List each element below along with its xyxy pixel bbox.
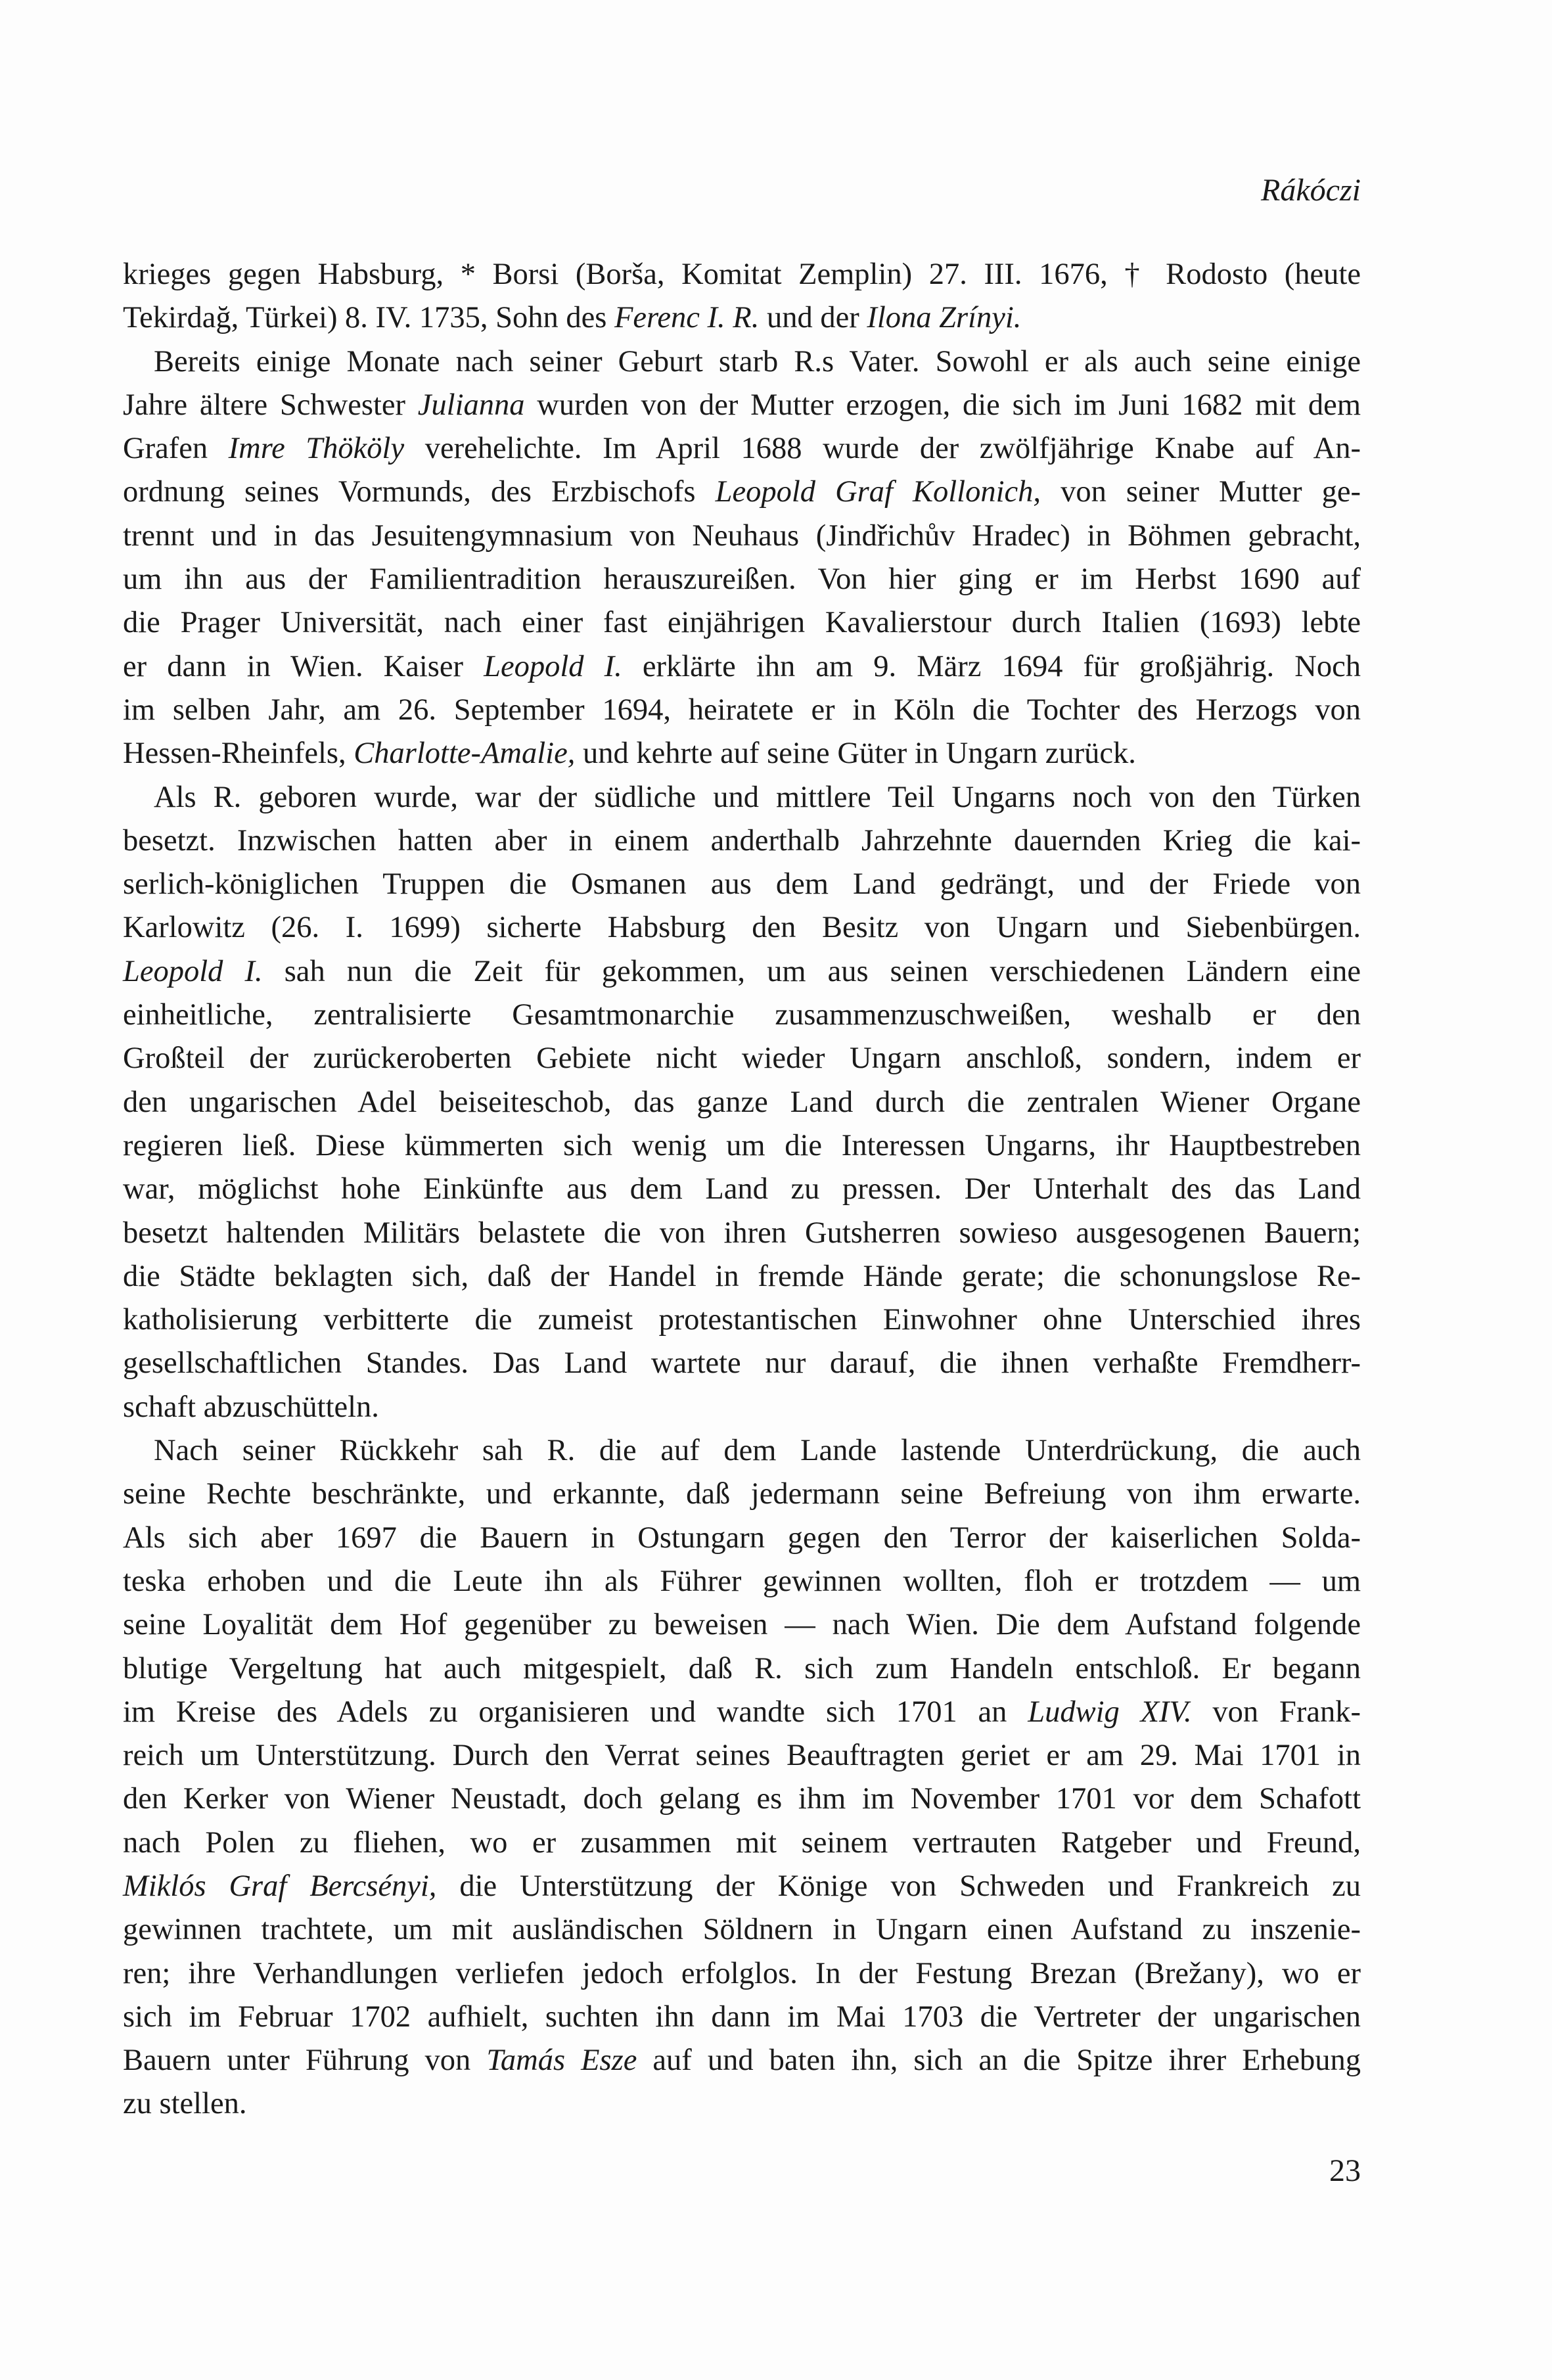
body-text <box>123 253 1361 2126</box>
text-run: sah nun die Zeit für gekommen, um aus seinen verschiedenen Ländern eine <box>262 954 1361 988</box>
text-run: und kehrte auf seine Güter in Ungarn zurück. <box>575 737 1136 771</box>
text-run: gesellschaftlichen Standes. Das Land wartete nur darauf, die ihnen verhaßte Fremdherr- <box>123 1346 1361 1381</box>
paragraph <box>123 253 1361 340</box>
text-line <box>123 906 1361 950</box>
text-run: den ungarischen Adel beiseiteschob, das ganze Land durch die zentralen Wiener Organe <box>123 1085 1361 1119</box>
text-run: regieren ließ. Diese kümmerten sich wenig um die Interessen Ungarns, ihr Hauptbestreben <box>123 1128 1361 1162</box>
text-line <box>123 1647 1361 1691</box>
text-run: von Frank- <box>1191 1695 1361 1729</box>
text-run: die Städte beklagten sich, daß der Handel in fremde Hände gerate; die schonungslose Re- <box>123 1259 1361 1293</box>
text-run: er dann in Wien. Kaiser <box>123 649 484 683</box>
text-line <box>123 1124 1361 1168</box>
text-line <box>123 558 1361 601</box>
text-line <box>123 689 1361 732</box>
text-line <box>123 601 1361 645</box>
text-line <box>123 1865 1361 1908</box>
text-run: reich um Unterstützung. Durch den Verrat seines Beauftragten geriet er am 29. Mai 1701 in <box>123 1739 1361 1773</box>
text-run: war, möglichst hohe Einkünfte aus dem Land zu pressen. Der Unterhalt des das Land <box>123 1172 1361 1206</box>
text-line <box>123 1777 1361 1821</box>
text-line <box>123 253 1361 296</box>
text-run: einheitliche, zentralisierte Gesamtmonarchie zusammenzuschweißen, weshalb er den <box>123 998 1361 1032</box>
text-run: Jahre ältere Schwester <box>123 388 418 422</box>
text-run: erklärte ihn am 9. März 1694 für großjährig. Noch <box>622 649 1361 683</box>
text-run: sich im Februar 1702 aufhielt, suchten ihn dann im Mai 1703 die Vertreter der ungarischen <box>123 2000 1361 2034</box>
text-run: seine Loyalität dem Hof gegenüber zu beweisen — nach Wien. Die dem Aufstand folgende <box>123 1608 1361 1642</box>
text-line <box>123 776 1361 819</box>
text-line <box>123 819 1361 863</box>
paragraph <box>123 340 1361 776</box>
text-line <box>123 1168 1361 1211</box>
text-run: im Kreise des Adels zu organisieren und wandte sich 1701 an <box>123 1695 1028 1729</box>
text-line <box>123 1996 1361 2039</box>
paragraph <box>123 776 1361 1429</box>
italic-name: Ilona Zrínyi. <box>867 301 1022 335</box>
italic-name: Charlotte-Amalie, <box>354 737 576 771</box>
book-page <box>123 0 1361 2380</box>
text-line <box>123 863 1361 906</box>
text-line <box>123 1517 1361 1560</box>
text-run: besetzt haltenden Militärs belastete die von ihren Gutsherren sowieso ausgesogenen Bauern; <box>123 1216 1361 1250</box>
text-line <box>123 427 1361 470</box>
text-line <box>123 1298 1361 1342</box>
italic-name: Julianna <box>417 388 525 422</box>
text-line <box>123 1342 1361 1385</box>
text-run: ordnung seines Vormunds, des Erzbischofs <box>123 475 716 509</box>
italic-name: Ferenc I. R. <box>614 301 760 335</box>
text-run: die Unterstützung der Könige von Schweden und Frankreich zu <box>436 1869 1361 1903</box>
text-run: Tekirdağ, Türkei) 8. IV. 1735, Sohn des <box>123 301 614 335</box>
text-line <box>123 1952 1361 1996</box>
text-line <box>123 950 1361 994</box>
paragraph <box>123 1429 1361 2126</box>
text-line <box>123 1821 1361 1865</box>
text-run: Als sich aber 1697 die Bauern in Ostungarn gegen den Terror der kaiserlichen Solda- <box>123 1521 1361 1555</box>
italic-name: Leopold I. <box>484 649 622 683</box>
text-line <box>123 732 1361 775</box>
text-run: Bauern unter Führung von <box>123 2044 487 2078</box>
text-run: katholisierung verbitterte die zumeist protestantischen Einwohner ohne Unterschied ihres <box>123 1303 1361 1337</box>
text-run: Hessen-Rheinfels, <box>123 737 354 771</box>
text-line <box>123 645 1361 689</box>
text-line <box>123 1212 1361 1255</box>
text-run: gewinnen trachtete, um mit ausländischen Söldnern in Ungarn einen Aufstand zu inszenie- <box>123 1913 1361 1947</box>
text-line <box>123 384 1361 427</box>
text-line <box>123 1691 1361 1734</box>
text-run: Nach seiner Rückkehr sah R. die auf dem Lande lastende Unterdrückung, die auch <box>154 1434 1361 1468</box>
italic-name: Imre Thököly <box>228 432 405 466</box>
text-run: trennt und in das Jesuitengymnasium von Neuhaus (Jindřichův Hradec) in Böhmen gebracht, <box>123 518 1361 553</box>
text-run: blutige Vergeltung hat auch mitgespielt, daß R. sich zum Handeln entschloß. Er begann <box>123 1651 1361 1685</box>
italic-name: Tamás Esze <box>486 2044 637 2078</box>
text-line <box>123 2082 1361 2126</box>
text-run: Karlowitz (26. I. 1699) sicherte Habsburg den Besitz von Ungarn und Siebenbürgen. <box>123 911 1361 945</box>
text-run: Großteil der zurückeroberten Gebiete nicht wieder Ungarn anschloß, sondern, indem er <box>123 1041 1361 1076</box>
italic-name: Ludwig XIV. <box>1028 1695 1192 1729</box>
text-line <box>123 1560 1361 1603</box>
text-run: wurden von der Mutter erzogen, die sich im Juni 1682 mit dem <box>524 388 1361 422</box>
text-run: von seiner Mutter ge- <box>1041 475 1361 509</box>
text-run: ren; ihre Verhandlungen verliefen jedoch erfolglos. In der Festung Brezan (Brežany), wo er <box>123 1956 1361 1990</box>
text-line <box>123 1603 1361 1647</box>
text-run: Bereits einige Monate nach seiner Geburt starb R.s Vater. Sowohl er als auch seine einige <box>154 344 1361 378</box>
text-run: und der <box>759 301 867 335</box>
text-line <box>123 515 1361 558</box>
text-run: Als R. geboren wurde, war der südliche und mittlere Teil Ungarns noch von den Türken <box>154 780 1361 814</box>
text-run: schaft abzuschütteln. <box>123 1390 379 1424</box>
text-line <box>123 1473 1361 1516</box>
text-run: auf und baten ihn, sich an die Spitze ihrer Erhebung <box>637 2044 1361 2078</box>
text-line <box>123 1037 1361 1080</box>
text-run: krieges gegen Habsburg, * Borsi (Borša, Komitat Zemplin) 27. III. 1676, † Rodosto (heute <box>123 258 1361 291</box>
text-run: teska erhoben und die Leute ihn als Führer gewinnen wollten, floh er trotzdem — um <box>123 1564 1361 1598</box>
text-line <box>123 994 1361 1037</box>
text-line <box>123 1255 1361 1298</box>
text-run: Grafen <box>123 432 229 466</box>
text-run: nach Polen zu fliehen, wo er zusammen mit seinem vertrauten Ratgeber und Freund, <box>123 1825 1361 1860</box>
text-line <box>123 340 1361 384</box>
text-line <box>123 1081 1361 1124</box>
text-line <box>123 1429 1361 1473</box>
text-run: verehelichte. Im April 1688 wurde der zwölfjährige Knabe auf An- <box>404 432 1361 466</box>
text-run: seine Rechte beschränkte, und erkannte, daß jedermann seine Befreiung von ihm erwarte. <box>123 1477 1361 1511</box>
text-line <box>123 1908 1361 1952</box>
text-line <box>123 1386 1361 1429</box>
text-run: um ihn aus der Familientradition herauszureißen. Von hier ging er im Herbst 1690 auf <box>123 562 1361 597</box>
page-number: 23 <box>1329 2153 1361 2188</box>
text-run: besetzt. Inzwischen hatten aber in einem anderthalb Jahrzehnte dauernden Krieg die kai- <box>123 823 1361 858</box>
text-line <box>123 1734 1361 1777</box>
text-line <box>123 296 1361 340</box>
text-run: serlich-königlichen Truppen die Osmanen aus dem Land gedrängt, und der Friede von <box>123 867 1361 902</box>
running-head: Rákóczi <box>1261 173 1361 208</box>
italic-name: Miklós Graf Bercsényi, <box>123 1869 437 1903</box>
text-run: zu stellen. <box>123 2087 247 2121</box>
text-line <box>123 470 1361 514</box>
italic-name: Leopold Graf Kollonich, <box>715 475 1041 509</box>
text-line <box>123 2039 1361 2082</box>
text-run: im selben Jahr, am 26. September 1694, heiratete er in Köln die Tochter des Herzogs von <box>123 693 1361 727</box>
italic-name: Leopold I. <box>123 954 263 988</box>
text-run: den Kerker von Wiener Neustadt, doch gelang es ihm im November 1701 vor dem Schafott <box>123 1782 1361 1816</box>
text-run: die Prager Universität, nach einer fast einjährigen Kavalierstour durch Italien (1693) lebte <box>123 606 1361 640</box>
